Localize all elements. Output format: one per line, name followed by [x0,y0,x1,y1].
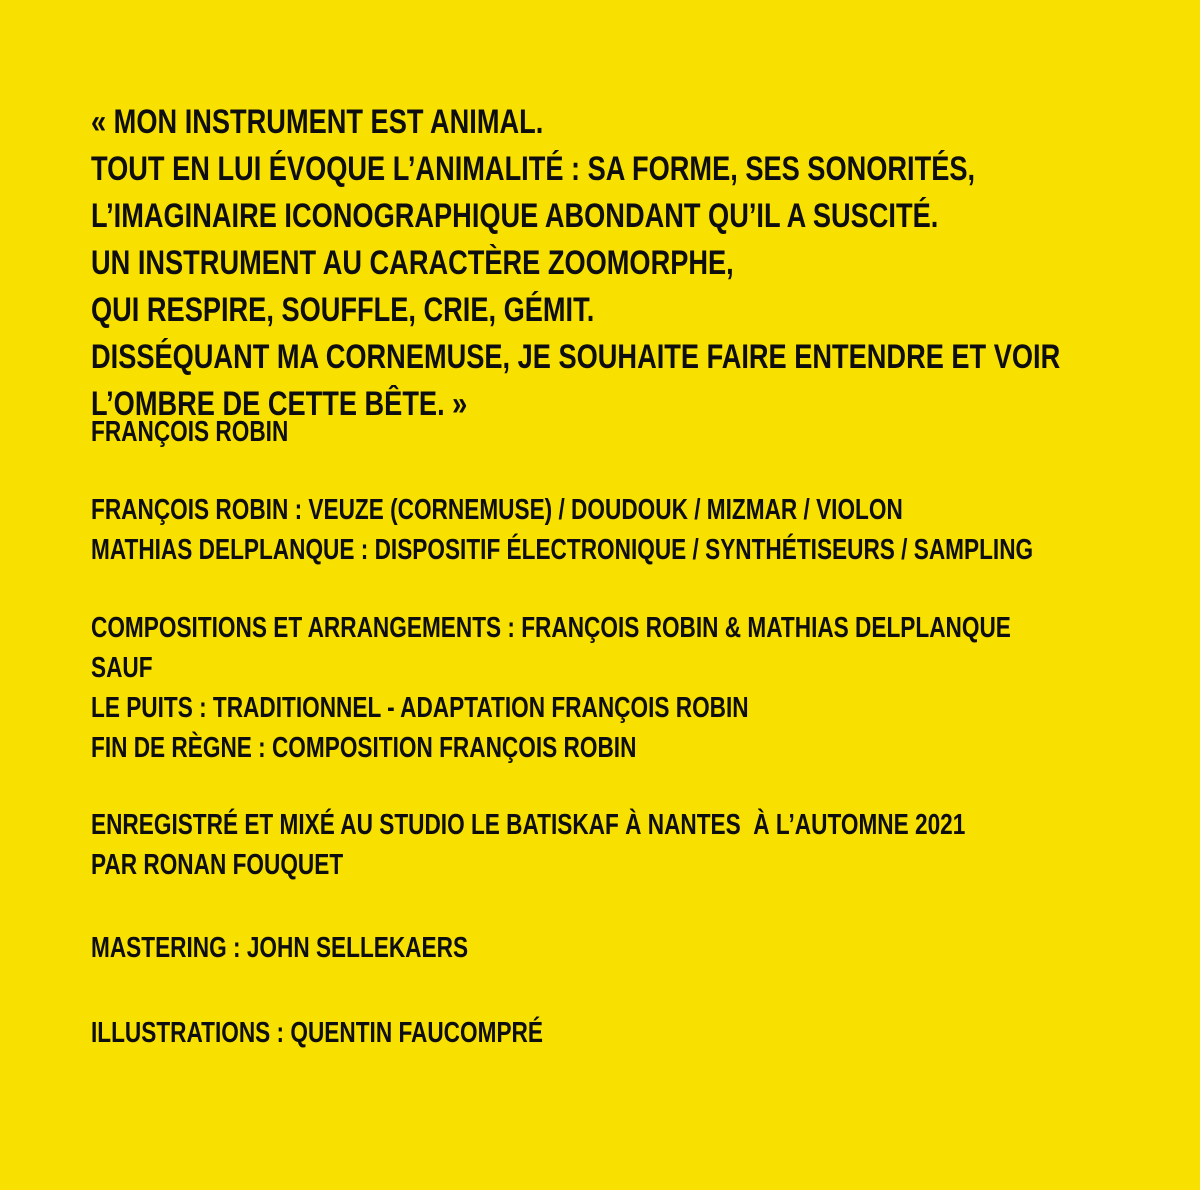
credit-line-mathias-delplanque-instruments: MATHIAS DELPLANQUE : DISPOSITIF ÉLECTRONIQUE / SYNTHÉTISEURS / SAMPLING [91,534,1034,566]
quote-line: L’IMAGINAIRE ICONOGRAPHIQUE ABONDANT QU’IL A SUSCITÉ. [91,197,939,235]
credit-line-fin-de-regne: FIN DE RÈGNE : COMPOSITION FRANÇOIS ROBIN [91,732,637,764]
credit-line-francois-robin-instruments: FRANÇOIS ROBIN : VEUZE (CORNEMUSE) / DOUDOUK / MIZMAR / VIOLON [91,494,903,526]
quote-attribution: FRANÇOIS ROBIN [91,416,289,448]
mastering-credits-block [91,928,574,968]
credit-line-le-puits: LE PUITS : TRADITIONNEL - ADAPTATION FRANÇOIS ROBIN [91,692,749,724]
quote-line: TOUT EN LUI ÉVOQUE L’ANIMALITÉ : SA FORME, SES SONORITÉS, [91,150,976,188]
musicians-credits-block [91,490,1200,570]
quote-line: QUI RESPIRE, SOUFFLE, CRIE, GÉMIT. [91,291,595,329]
quote-line: DISSÉQUANT MA CORNEMUSE, JE SOUHAITE FAIRE ENTENDRE ET VOIR [91,338,1061,376]
credit-line-mastering: MASTERING : JOHN SELLEKAERS [91,932,469,964]
credit-line-sauf: SAUF [91,652,153,684]
credit-line-recording-studio: ENREGISTRÉ ET MIXÉ AU STUDIO LE BATISKAF À NANTES À L’AUTOMNE 2021 [91,809,966,841]
quote-line: UN INSTRUMENT AU CARACTÈRE ZOOMORPHE, [91,244,734,282]
credit-line-recording-engineer: PAR RONAN FOUQUET [91,849,344,881]
quote-line: L’OMBRE DE CETTE BÊTE. » [91,385,468,423]
recording-credits-block [91,805,1200,885]
quote-line: « MON INSTRUMENT EST ANIMAL. [91,103,544,141]
credit-line-compositions: COMPOSITIONS ET ARRANGEMENTS : FRANÇOIS ROBIN & MATHIAS DELPLANQUE [91,612,1011,644]
quote-block [91,99,1200,428]
illustrations-credits-block [91,1013,670,1053]
credit-line-illustrations: ILLUSTRATIONS : QUENTIN FAUCOMPRÉ [91,1017,543,1049]
compositions-credits-block [91,608,1200,768]
quote-attribution-block [91,412,344,452]
